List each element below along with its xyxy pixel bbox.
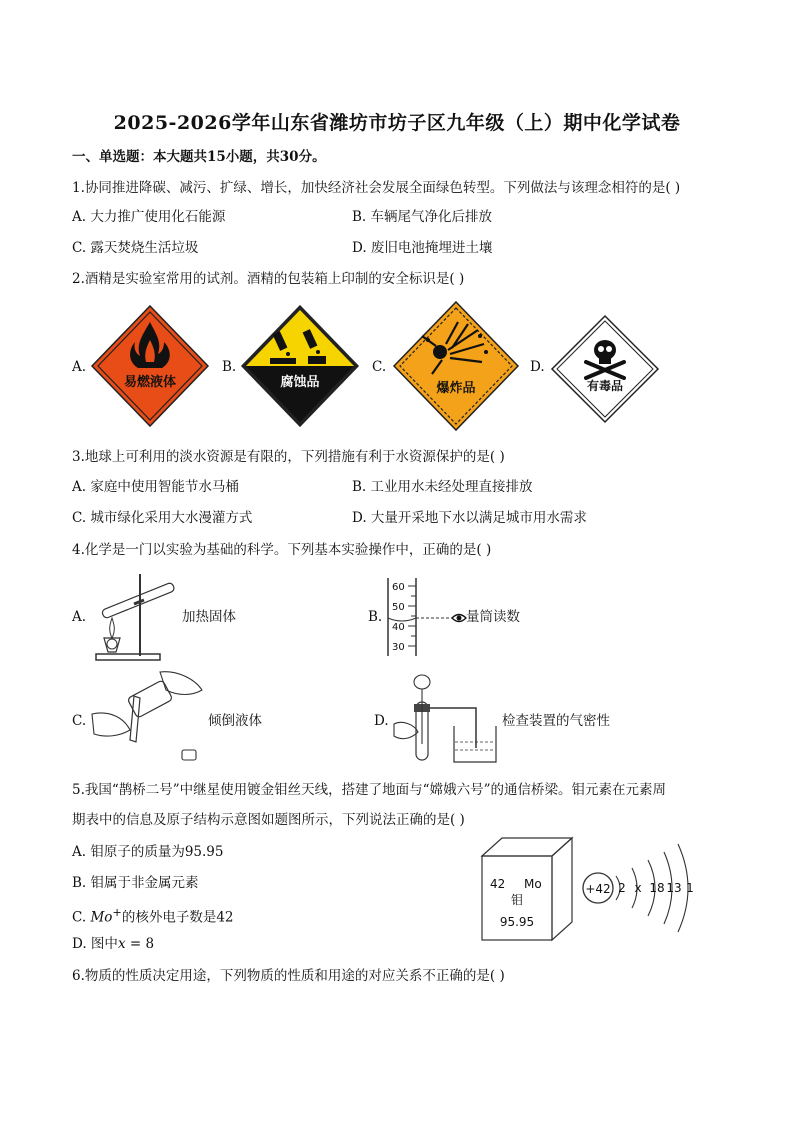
option-prefix: D. 图中	[72, 936, 118, 952]
tick-label: 40	[392, 622, 405, 633]
toxic-sign	[550, 314, 660, 424]
sign-label: 有毒品	[586, 379, 624, 393]
option-prefix: C.	[72, 909, 91, 926]
atomic-structure-diagram	[580, 838, 700, 938]
question-1-stem: 1.协同推进降碳、减污、扩绿、增长，加快经济社会发展全面绿色转型。下列做法与该理念相符的是( )	[72, 180, 681, 196]
ion-charge: +	[112, 906, 122, 919]
question-4-option-d[interactable]: D.	[374, 713, 389, 729]
sign-label: 爆炸品	[436, 381, 476, 396]
heating-solid-apparatus	[90, 568, 180, 664]
periodic-table-cell	[476, 834, 576, 944]
page-title: 2025-2026学年山东省潍坊市坊子区九年级（上）期中化学试卷	[113, 112, 681, 134]
tick-label: 50	[392, 602, 405, 613]
question-5-option-a[interactable]: A. 钼原子的质量为95.95	[72, 844, 224, 860]
shell-electrons: 1	[686, 881, 694, 895]
question-1-option-c[interactable]: C. 露天焚烧生活垃圾	[72, 240, 199, 256]
question-3-option-b[interactable]: B. 工业用水未经处理直接排放	[352, 479, 533, 495]
question-1-option-b[interactable]: B. 车辆尾气净化后排放	[352, 209, 493, 225]
question-5-option-c[interactable]	[72, 904, 234, 927]
sign-label: 易燃液体	[123, 375, 177, 390]
pouring-liquid-apparatus	[90, 668, 210, 764]
question-5-stem-line2: 期表中的信息及原子结构示意图如题图所示，下列说法正确的是( )	[72, 812, 465, 828]
question-3-stem: 3.地球上可利用的淡水资源是有限的，下列措施有利于水资源保护的是( )	[72, 449, 505, 465]
airtightness-check-apparatus	[392, 674, 502, 766]
shell-electrons: 13	[666, 881, 682, 895]
option-text: = 8	[125, 936, 155, 952]
corrosive-sign	[240, 304, 360, 428]
question-4-option-c[interactable]: C.	[72, 713, 87, 729]
question-6-stem: 6.物质的性质决定用途，下列物质的性质和用途的对应关系不正确的是( )	[72, 968, 505, 984]
graduated-cylinder-reading	[380, 574, 470, 658]
question-1-option-d[interactable]: D. 废旧电池掩埋进土壤	[352, 240, 493, 256]
question-4-option-b[interactable]: B.	[368, 609, 383, 625]
shell-electrons: x	[634, 881, 642, 895]
tick-label: 60	[392, 582, 405, 593]
atomic-mass: 95.95	[499, 915, 535, 929]
variable-x: x	[117, 936, 126, 952]
question-4-option-b-label: 量筒读数	[466, 609, 520, 625]
eye-icon	[452, 615, 466, 622]
option-text: 的核外电子数是42	[121, 909, 234, 926]
question-4-option-a[interactable]: A.	[72, 609, 87, 625]
shell-electrons: 18	[649, 881, 665, 895]
question-5-option-d[interactable]	[72, 935, 154, 953]
question-3-option-a[interactable]: A. 家庭中使用智能节水马桶	[72, 479, 239, 495]
question-4-option-c-label: 倾倒液体	[208, 713, 262, 729]
element-name: 钼	[510, 893, 524, 907]
question-5-stem-line1: 5.我国“鹊桥二号”中继星使用镀金钼丝天线，搭建了地面与“嫦娥六号”的通信桥梁。钼元素在元素周	[72, 782, 666, 798]
sign-label: 腐蚀品	[280, 375, 320, 390]
tick-label: 30	[392, 642, 405, 653]
flammable-liquid-sign	[90, 304, 210, 428]
question-2-option-c[interactable]: C.	[372, 359, 387, 375]
element-symbol: Mo	[524, 877, 542, 891]
question-3-option-c[interactable]: C. 城市绿化采用大水漫灌方式	[72, 510, 253, 526]
question-4-stem: 4.化学是一门以实验为基础的科学。下列基本实验操作中，正确的是( )	[72, 542, 492, 558]
question-4-option-a-label: 加热固体	[182, 609, 236, 625]
question-2-option-b[interactable]: B.	[222, 359, 237, 375]
ion-symbol: Mo	[90, 909, 113, 926]
question-4-option-d-label: 检查装置的气密性	[502, 713, 610, 729]
question-2-stem: 2.酒精是实验室常用的试剂。酒精的包装箱上印制的安全标识是( )	[72, 271, 465, 287]
section-heading: 一、单选题：本大题共15小题，共30分。	[72, 149, 326, 165]
shell-electrons: 2	[618, 881, 626, 895]
question-1-option-a[interactable]: A. 大力推广使用化石能源	[72, 209, 226, 225]
question-3-option-d[interactable]: D. 大量开采地下水以满足城市用水需求	[352, 510, 587, 526]
question-2-option-d[interactable]: D.	[530, 359, 545, 375]
nuclear-charge: +42	[585, 882, 611, 896]
explosive-sign	[392, 300, 520, 432]
atomic-number: 42	[490, 877, 506, 891]
question-5-option-b[interactable]: B. 钼属于非金属元素	[72, 875, 199, 891]
question-2-option-a[interactable]: A.	[72, 359, 87, 375]
